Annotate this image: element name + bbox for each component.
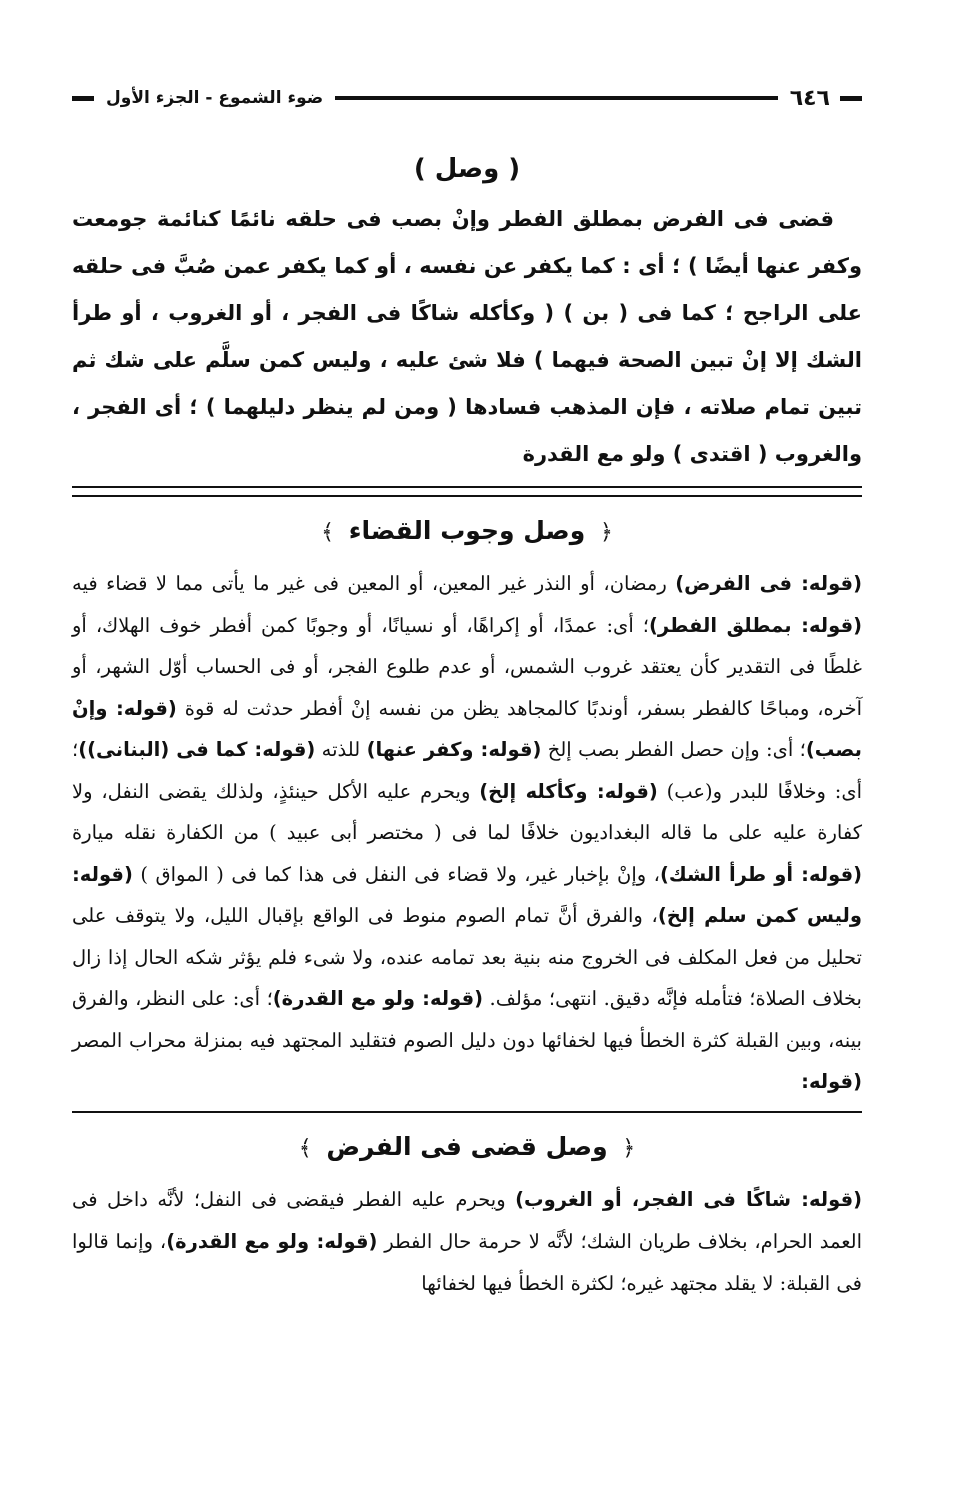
running-header [72,78,862,118]
book-title: ضوء الشموع - الجزء الأول [106,88,324,108]
document-page [72,78,862,1478]
commentary-text-2 [72,1179,862,1305]
commentary-lemma: (قوله: فى الفرض) [675,572,862,595]
commentary-lemma: (قوله: وإنْ بصب) [72,696,862,761]
commentary-lemma: (قوله: [801,1070,862,1093]
ornament-close-icon: ﴾ [298,1135,312,1161]
header-rule [335,96,777,100]
main-text [72,196,862,478]
ornament-open-icon: ﴿ [622,1135,636,1161]
commentary-lemma: (قوله: ولو مع القدرة) [272,987,484,1010]
commentary-run: للذته [315,738,367,761]
commentary-lemma: (قوله: وليس كمن سلم إلخ) [72,862,862,927]
commentary-run: رمضان، أو النذر غير المعين، أو المعين فى غير ما يأتى مما لا قضاء فيه [72,572,676,595]
commentary-run: ، والفرق أنَّ تمام الصوم منوط فى الواقع بإقبال الليل، ولا يتوقف على تحليل من فعل المكلف فى الخروج منه بنية بعد تمامه عنده، ولا شىء فلم يؤثر شكه الحال إذا زال بخلاف الصلاة؛ فتأمله فإنَّه دقيق. انتهى؛ مؤلف. [72,904,862,1010]
commentary-run: ؛ أى: وإن حصل الفطر بصب إلخ [541,738,806,761]
commentary-lemma: (قوله: كما فى (البنانى)) [78,738,316,761]
section-title: وصل وجوب القضاء [348,516,586,545]
ornament-open-icon: ﴿ [599,520,613,545]
main-paragraph: قضى فى الفرض بمطلق الفطر وإنْ بصب فى حلقه نائمًا كنائمة جومعت وكفر عنها أيضًا ) ؛ أى : كما يكفر عن نفسه ، أو كما يكفر عمن صُبَّ فى حلقه على الراجح ؛ كما فى ( بن ) ( وكأكله شاكًا فى الفجر ، أو الغروب ، أو طرأ الشك إلا إنْ تبين الصحة فيهما ) فلا شئ عليه ، وليس كمن سلَّم على شك ثم تبين تمام صلاته ، فإن المذهب فسادها ( ومن لم ينظر دليلهما ) ؛ أى الفجر ، والغروب ( اقتدى ) ولو مع القدرة [72,207,862,466]
commentary-run: ؛ أى: على النظر، والفرق بينه، وبين القبلة كثرة الخطأ فيها لخفائها دون دليل الصوم فتقليد المجتهد فيه بمنزلة محراب المصر [72,987,862,1052]
commentary-lemma: (قوله: ولو مع القدرة) [166,1229,378,1253]
commentary-text-1 [72,563,862,1103]
commentary-lemma: (قوله: وكفر عنها) [366,738,542,761]
commentary-run: ، وإنْ بإخبار غير، ولا قضاء فى النفل فى هذا كما فى ( المواق ) [132,862,660,886]
main-heading: ( وصل ) [413,154,521,184]
commentary-lemma: (قوله: بمطلق الفطر) [648,613,863,637]
single-divider [72,1111,862,1113]
commentary-run: ؛ أى: عمدًا، أو إكراهًا، أو نسيانًا، أو وجوبًا كمن أفطر خوف الهلاك، أو غلطًا فى التقدير كأن يعتقد غروب الشمس، أو عدم طلوع الفجر، أو فى الحساب أوّل الشهر، أو آخره، ومباحًا كالفطر بسفر، أوندبًا كالمجاهد يظن من نفسه إنْ أفطر حدثت له قوة [72,613,862,720]
commentary-lemma: (قوله: شاكًا فى الفجر، أو الغروب) [515,1187,863,1211]
header-dash-right [840,96,862,101]
page-number: ٦٤٦ [789,85,830,111]
commentary-run: ؛ أى: وخلافًا للبدر و(عب) [72,738,863,803]
commentary-run: ، وإنما قالوا فى القبلة: لا يقلد مجتهد غيره؛ لكثرة الخطأ فيها لخفائها [72,1229,862,1295]
ornament-close-icon: ﴾ [321,520,335,545]
section-title: وصل قضى فى الفرض [326,1131,608,1161]
header-dash-left [72,96,94,101]
commentary-paragraph [72,1179,862,1305]
section-heading-qada-fard [72,1119,862,1175]
commentary-run: ويحرم عليه الفطر فيقضى فى النفل؛ لأنَّه داخل فى العمد الحرام، بخلاف طريان الشك؛ لأنَّه لا حرمة حال الفطر [72,1187,862,1253]
double-divider [72,486,862,497]
section-heading-wajib-qada [72,503,862,559]
commentary-paragraph [72,563,862,1103]
commentary-lemma: (قوله: وكأكله إلخ) [479,779,658,803]
commentary-run: ويحرم عليه الأكل حينئذٍ، ولذلك يقضى النفل، ولا كفارة عليه على ما قاله البغداديون خلافًا لما فى ( مختصر أبى عبيد ) من الكفارة نقله ميارة [72,779,862,844]
commentary-lemma: (قوله: أو طرأ الشك) [659,862,863,886]
